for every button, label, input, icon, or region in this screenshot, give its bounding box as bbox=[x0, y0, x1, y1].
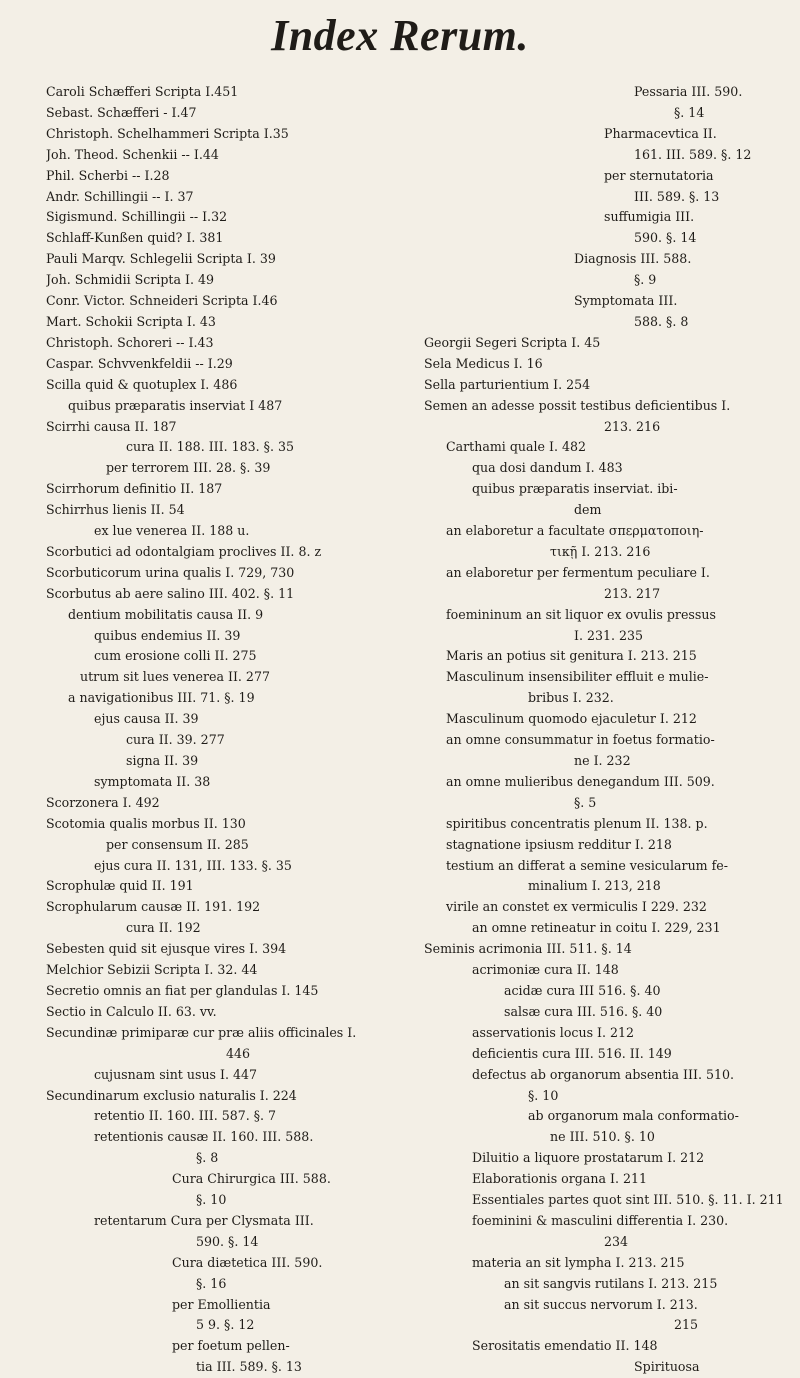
index-entry: foemininum an sit liquor ex ovulis pressus bbox=[446, 606, 716, 622]
index-entry: I. 231. 235 bbox=[574, 627, 644, 643]
index-entry: testium an differat a semine vesicularum fe- bbox=[446, 857, 728, 873]
index-entry: an elaboretur a facultate σπερματοποιη- bbox=[446, 523, 704, 539]
index-entry: 213. 217 bbox=[604, 585, 661, 601]
index-entry: Caroli Schæfferi Scripta I.451 bbox=[46, 84, 239, 99]
index-entry: Scorbutus ab aere salino III. 402. §. 11 bbox=[46, 585, 295, 601]
index-entry: 213. 216 bbox=[604, 418, 661, 434]
index-entry: Seminis acrimonia III. 511. §. 14 bbox=[424, 941, 632, 957]
index-entry: retentionis causæ II. 160. III. 588. bbox=[94, 1129, 314, 1145]
index-entry: ne III. 510. §. 10 bbox=[550, 1129, 655, 1145]
index-entry: III. 589. §. 13 bbox=[634, 188, 720, 204]
index-entry: Schirrhus lienis II. 54 bbox=[46, 502, 185, 518]
index-entry: Scilla quid & quotuplex I. 486 bbox=[46, 376, 238, 392]
index-entry: 446 bbox=[226, 1045, 251, 1061]
index-entry: quibus præparatis inserviat. ibi- bbox=[472, 481, 678, 497]
index-entry: Secundinarum exclusio naturalis I. 224 bbox=[46, 1087, 297, 1103]
index-entry: per terrorem III. 28. §. 39 bbox=[106, 460, 271, 476]
index-entry: Mart. Schokii Scripta I. 43 bbox=[46, 313, 216, 329]
index-entry: Symptomata III. bbox=[574, 293, 678, 309]
index-entry: signa II. 39 bbox=[126, 753, 199, 768]
index-entry: qua dosi dandum I. 483 bbox=[472, 460, 623, 476]
index-entry: an omne consummatur in foetus formatio- bbox=[446, 732, 715, 748]
index-entry: an elaboretur per fermentum peculiare I. bbox=[446, 564, 710, 580]
index-entry: Pessaria III. 590. bbox=[634, 84, 743, 99]
index-entry: a navigationibus III. 71. §. 19 bbox=[68, 690, 255, 706]
index-entry: stagnatione ipsiusm redditur I. 218 bbox=[446, 836, 672, 852]
index-entry: suffumigia III. bbox=[604, 209, 695, 225]
index-column-right bbox=[424, 82, 794, 1378]
index-entry: dentium mobilitatis causa II. 9 bbox=[68, 606, 264, 622]
index-entry: Conr. Victor. Schneideri Scripta I.46 bbox=[46, 293, 278, 309]
index-entry: Andr. Schillingii -- I. 37 bbox=[46, 188, 194, 204]
index-entry: per consensum II. 285 bbox=[106, 836, 249, 852]
index-entry: ex lue venerea II. 188 u. bbox=[94, 523, 250, 539]
index-entry: 590. §. 14 bbox=[196, 1233, 259, 1249]
index-entry: salsæ cura III. 516. §. 40 bbox=[504, 1003, 663, 1019]
index-entry: Cura diætetica III. 590. bbox=[172, 1254, 323, 1270]
index-entry: retentio II. 160. III. 587. §. 7 bbox=[94, 1108, 277, 1124]
index-entry: dem bbox=[574, 502, 602, 518]
index-entry: §. 9 bbox=[634, 272, 657, 288]
index-entry: Scirrhi causa II. 187 bbox=[46, 418, 177, 434]
index-entry: 234 bbox=[604, 1233, 629, 1249]
index-entry: Sebesten quid sit ejusque vires I. 394 bbox=[46, 941, 287, 957]
index-entry: §. 10 bbox=[196, 1192, 227, 1208]
index-entry: Sectio in Calculo II. 63. vv. bbox=[46, 1003, 217, 1019]
index-entry: Sebast. Schæfferi - I.47 bbox=[46, 104, 197, 120]
index-entry: ne I. 232 bbox=[574, 753, 631, 768]
index-entry: §. 5 bbox=[574, 794, 597, 810]
index-entry: per Emollientia bbox=[172, 1296, 271, 1312]
index-entry: Christoph. Schoreri -- I.43 bbox=[46, 334, 214, 350]
index-entry: ejus cura II. 131, III. 133. §. 35 bbox=[94, 857, 292, 873]
index-entry: Schlaff-Kunßen quid? I. 381 bbox=[46, 230, 224, 246]
index-entry: 5 9. §. 12 bbox=[196, 1317, 255, 1333]
index-entry: ejus causa II. 39 bbox=[94, 711, 199, 727]
index-entry: Joh. Schmidii Scripta I. 49 bbox=[46, 272, 214, 288]
index-entry: acidæ cura III 516. §. 40 bbox=[504, 982, 661, 998]
index-entry: an sit succus nervorum I. 213. bbox=[504, 1296, 698, 1312]
index-entry: Spirituosa bbox=[634, 1359, 700, 1375]
index-entry: asservationis locus I. 212 bbox=[472, 1024, 635, 1040]
page-title: Index Rerum. bbox=[271, 11, 529, 60]
index-entry: §. 10 bbox=[528, 1087, 559, 1103]
index-entry: Carthami quale I. 482 bbox=[446, 439, 587, 455]
index-entry: Scrophulæ quid II. 191 bbox=[46, 878, 194, 894]
index-entry: quibus præparatis inserviat I 487 bbox=[68, 397, 283, 413]
index-entry: bribus I. 232. bbox=[528, 690, 614, 706]
index-entry: spiritibus concentratis plenum II. 138. p. bbox=[446, 815, 708, 831]
index-entry: deficientis cura III. 516. II. 149 bbox=[472, 1045, 672, 1061]
index-entry: cujusnam sint usus I. 447 bbox=[94, 1066, 258, 1082]
index-entry: Scirrhorum definitio II. 187 bbox=[46, 481, 223, 497]
index-entry: Pauli Marqv. Schlegelii Scripta I. 39 bbox=[46, 251, 276, 267]
index-entry: Semen an adesse possit testibus deficientibus I. bbox=[424, 397, 731, 413]
index-entry: utrum sit lues venerea II. 277 bbox=[80, 669, 270, 685]
index-entry: acrimoniæ cura II. 148 bbox=[472, 962, 619, 978]
index-entry: tia III. 589. §. 13 bbox=[196, 1359, 302, 1375]
index-entry: cura II. 192 bbox=[126, 920, 201, 936]
index-entry: materia an sit lympha I. 213. 215 bbox=[472, 1254, 685, 1270]
index-entry: Masculinum insensibiliter effluit e mulie- bbox=[446, 669, 709, 685]
index-entry: quibus endemius II. 39 bbox=[94, 627, 241, 643]
index-entry: Sela Medicus I. 16 bbox=[424, 355, 543, 371]
index-entry: 588. §. 8 bbox=[634, 313, 689, 329]
index-entry: Scrophularum causæ II. 191. 192 bbox=[46, 899, 261, 915]
index-column-left bbox=[46, 82, 416, 1378]
index-entry: Secretio omnis an fiat per glandulas I. 145 bbox=[46, 982, 319, 998]
index-entry: §. 8 bbox=[196, 1150, 219, 1166]
index-entry: Cura Chirurgica III. 588. bbox=[172, 1171, 331, 1187]
index-entry: virile an constet ex vermiculis I 229. 232 bbox=[446, 899, 707, 915]
index-entry: Scorbutici ad odontalgiam proclives II. 8. z bbox=[46, 543, 322, 559]
index-entry: Scotomia qualis morbus II. 130 bbox=[46, 815, 246, 831]
index-entry: Georgii Segeri Scripta I. 45 bbox=[424, 334, 601, 350]
index-entry: Diagnosis III. 588. bbox=[574, 251, 692, 267]
index-entry: minalium I. 213, 218 bbox=[528, 878, 661, 894]
index-entry: Scorzonera I. 492 bbox=[46, 794, 160, 810]
index-entry: ab organorum mala conformatio- bbox=[528, 1108, 739, 1124]
index-entry: Melchior Sebizii Scripta I. 32. 44 bbox=[46, 962, 258, 978]
index-entry: Sigismund. Schillingii -- I.32 bbox=[46, 209, 228, 225]
index-entry: Serositatis emendatio II. 148 bbox=[472, 1338, 658, 1354]
index-entry: defectus ab organorum absentia III. 510. bbox=[472, 1066, 735, 1082]
index-entry: Maris an potius sit genitura I. 213. 215 bbox=[446, 648, 697, 664]
index-entry: per foetum pellen- bbox=[172, 1338, 290, 1354]
index-entry: an omne retineatur in coitu I. 229, 231 bbox=[472, 920, 721, 936]
index-entry: Phil. Scherbi -- I.28 bbox=[46, 167, 170, 183]
index-entry: Sella parturientium I. 254 bbox=[424, 376, 591, 392]
index-entry: foeminini & masculini differentia I. 230. bbox=[472, 1212, 729, 1228]
index-entry: cum erosione colli II. 275 bbox=[94, 648, 257, 664]
index-entry: Scorbuticorum urina qualis I. 729, 730 bbox=[46, 564, 295, 580]
index-entry: 161. III. 589. §. 12 bbox=[634, 146, 752, 162]
index-entry: Christoph. Schelhammeri Scripta I.35 bbox=[46, 125, 289, 141]
index-entry: Essentiales partes quot sint III. 510. §. 11. I. 211 bbox=[472, 1192, 784, 1208]
index-entry: Joh. Theod. Schenkii -- I.44 bbox=[46, 146, 219, 162]
index-entry: retentarum Cura per Clysmata III. bbox=[94, 1212, 314, 1228]
index-entry: Secundinæ primiparæ cur præ aliis officinales I. bbox=[46, 1024, 357, 1040]
index-entry: an omne mulieribus denegandum III. 509. bbox=[446, 773, 715, 789]
index-entry: Pharmacevtica II. bbox=[604, 125, 717, 141]
index-entry: an sit sangvis rutilans I. 213. 215 bbox=[504, 1275, 718, 1291]
index-entry: Diluitio a liquore prostatarum I. 212 bbox=[472, 1150, 705, 1166]
index-entry: 215 bbox=[674, 1317, 699, 1333]
index-entry: symptomata II. 38 bbox=[94, 773, 211, 789]
index-entry: §. 14 bbox=[674, 104, 705, 120]
index-entry: Caspar. Schvvenkfeldii -- I.29 bbox=[46, 355, 233, 371]
index-entry: §. 16 bbox=[196, 1275, 227, 1291]
index-entry: per sternutatoria bbox=[604, 167, 714, 183]
index-entry: 590. §. 14 bbox=[634, 230, 697, 246]
index-entry: Elaborationis organa I. 211 bbox=[472, 1171, 647, 1187]
index-entry: Masculinum quomodo ejaculetur I. 212 bbox=[446, 711, 697, 727]
index-entry: cura II. 39. 277 bbox=[126, 732, 225, 748]
index-entry: cura II. 188. III. 183. §. 35 bbox=[126, 439, 294, 455]
index-entry: τικῇ I. 213. 216 bbox=[550, 543, 651, 559]
